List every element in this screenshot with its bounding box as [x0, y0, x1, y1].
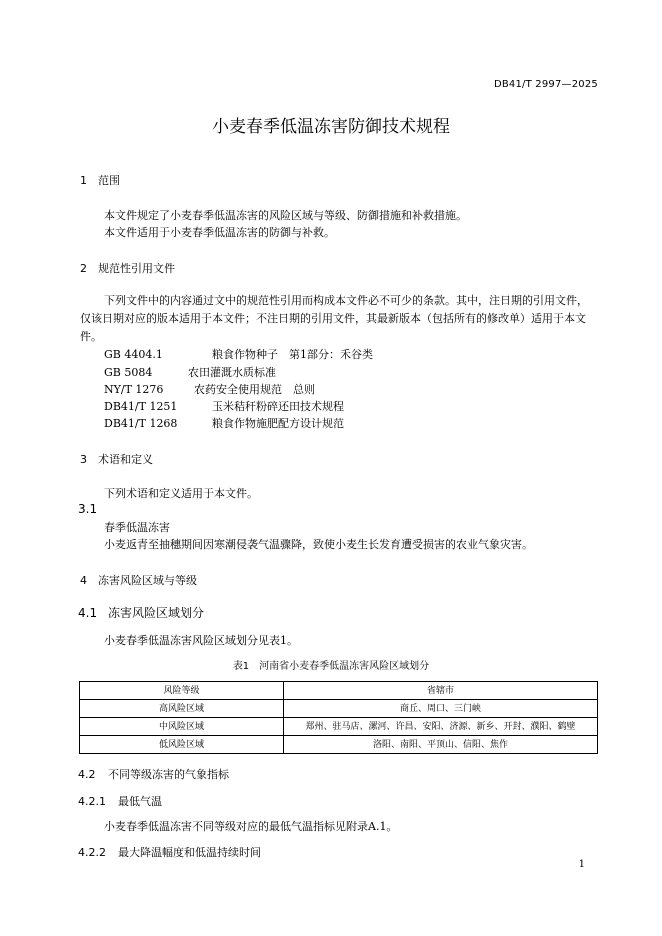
reference-item	[104, 381, 315, 397]
risk-level-cell: 低风险区域	[80, 736, 284, 754]
standard-number: DB41/T 2997—2025	[493, 79, 598, 90]
risk-level-cell: 中风险区域	[80, 718, 284, 736]
term-definition: 小麦返青至抽穗期间因寒潮侵袭气温骤降，致使小麦生长发育遭受损害的农业气象灾害。	[104, 538, 533, 551]
page-number: 1	[578, 859, 585, 870]
section-title: 规范性引用文件	[98, 262, 175, 275]
section-3-heading	[80, 451, 153, 467]
section-number: 4	[80, 574, 87, 587]
table-row	[80, 718, 598, 736]
section-2-heading	[80, 260, 175, 276]
reference-item	[104, 346, 373, 362]
section-title: 冻害风险区域与等级	[98, 574, 197, 587]
subsection-number: 4.2.2	[78, 846, 106, 859]
paragraph: 下列术语和定义适用于本文件。	[104, 487, 258, 500]
cities-cell: 郑州、驻马店、漯河、许昌、安阳、济源、新乡、开封、濮阳、鹤壁	[284, 718, 598, 736]
column-header: 风险等级	[80, 682, 284, 700]
subsection-title: 冻害风险区域划分	[108, 606, 205, 620]
term-name: 春季低温冻害	[104, 521, 170, 534]
risk-zone-table	[79, 681, 598, 754]
section-number: 3	[80, 453, 87, 466]
table-row	[80, 700, 598, 718]
reference-code: DB41/T 1268	[104, 417, 178, 430]
subsection-4-2-1-heading	[78, 793, 162, 809]
cities-cell: 商丘、周口、三门峡	[284, 700, 598, 718]
reference-title: 农药安全使用规范 总则	[194, 383, 315, 396]
table-row	[80, 736, 598, 754]
section-4-heading	[80, 572, 197, 588]
reference-title: 农田灌溉水质标准	[188, 366, 276, 379]
section-title: 范围	[98, 174, 120, 187]
normative-intro: 下列文件中的内容通过文中的规范性引用而构成本文件必不可少的条款。其中，注日期的引用文件，仅该日期对应的版本适用于本文件；不注日期的引用文件，其最新版本（包括所有的修改单）适用于本文件。	[80, 294, 588, 343]
table-header-row	[80, 682, 598, 700]
section-number: 1	[80, 174, 87, 187]
risk-level-cell: 高风险区域	[80, 700, 284, 718]
paragraph: 小麦春季低温冻害不同等级对应的最低气温指标见附录A.1。	[104, 820, 398, 833]
subsection-number: 4.1	[78, 606, 98, 620]
paragraph: 小麦春季低温冻害风险区域划分见表1。	[104, 634, 298, 647]
section-title: 术语和定义	[98, 453, 153, 466]
reference-title: 粮食作物种子 第1部分：禾谷类	[212, 348, 373, 361]
section-1-heading	[80, 172, 120, 188]
section-number: 2	[80, 262, 87, 275]
subsection-number: 4.2.1	[78, 795, 106, 808]
subsection-title: 最低气温	[118, 795, 162, 808]
cities-cell: 洛阳、南阳、平顶山、信阳、焦作	[284, 736, 598, 754]
reference-code: DB41/T 1251	[104, 400, 178, 413]
column-header: 省辖市	[284, 682, 598, 700]
reference-code: GB 4404.1	[104, 348, 163, 361]
paragraph: 本文件适用于小麦春季低温冻害的防御与补救。	[104, 226, 335, 239]
table-caption: 表1 河南省小麦春季低温冻害风险区域划分	[232, 661, 430, 672]
subsection-number: 4.2	[78, 768, 96, 781]
subsection-4-2-heading	[78, 766, 229, 782]
reference-title: 粮食作物施肥配方设计规范	[212, 417, 344, 430]
term-number: 3.1	[78, 502, 98, 516]
reference-code: NY/T 1276	[104, 383, 164, 396]
subsection-4-2-2-heading	[78, 844, 261, 860]
reference-item	[104, 364, 276, 380]
reference-item	[104, 415, 344, 431]
document-title: 小麦春季低温冻害防御技术规程	[212, 117, 450, 137]
subsection-title: 最大降温幅度和低温持续时间	[118, 846, 261, 859]
subsection-title: 不同等级冻害的气象指标	[108, 768, 229, 781]
reference-code: GB 5084	[104, 366, 153, 379]
paragraph: 本文件规定了小麦春季低温冻害的风险区域与等级、防御措施和补救措施。	[104, 209, 467, 222]
reference-item	[104, 398, 344, 414]
subsection-4-1-heading	[78, 604, 204, 621]
reference-title: 玉米秸秆粉碎还田技术规程	[212, 400, 344, 413]
